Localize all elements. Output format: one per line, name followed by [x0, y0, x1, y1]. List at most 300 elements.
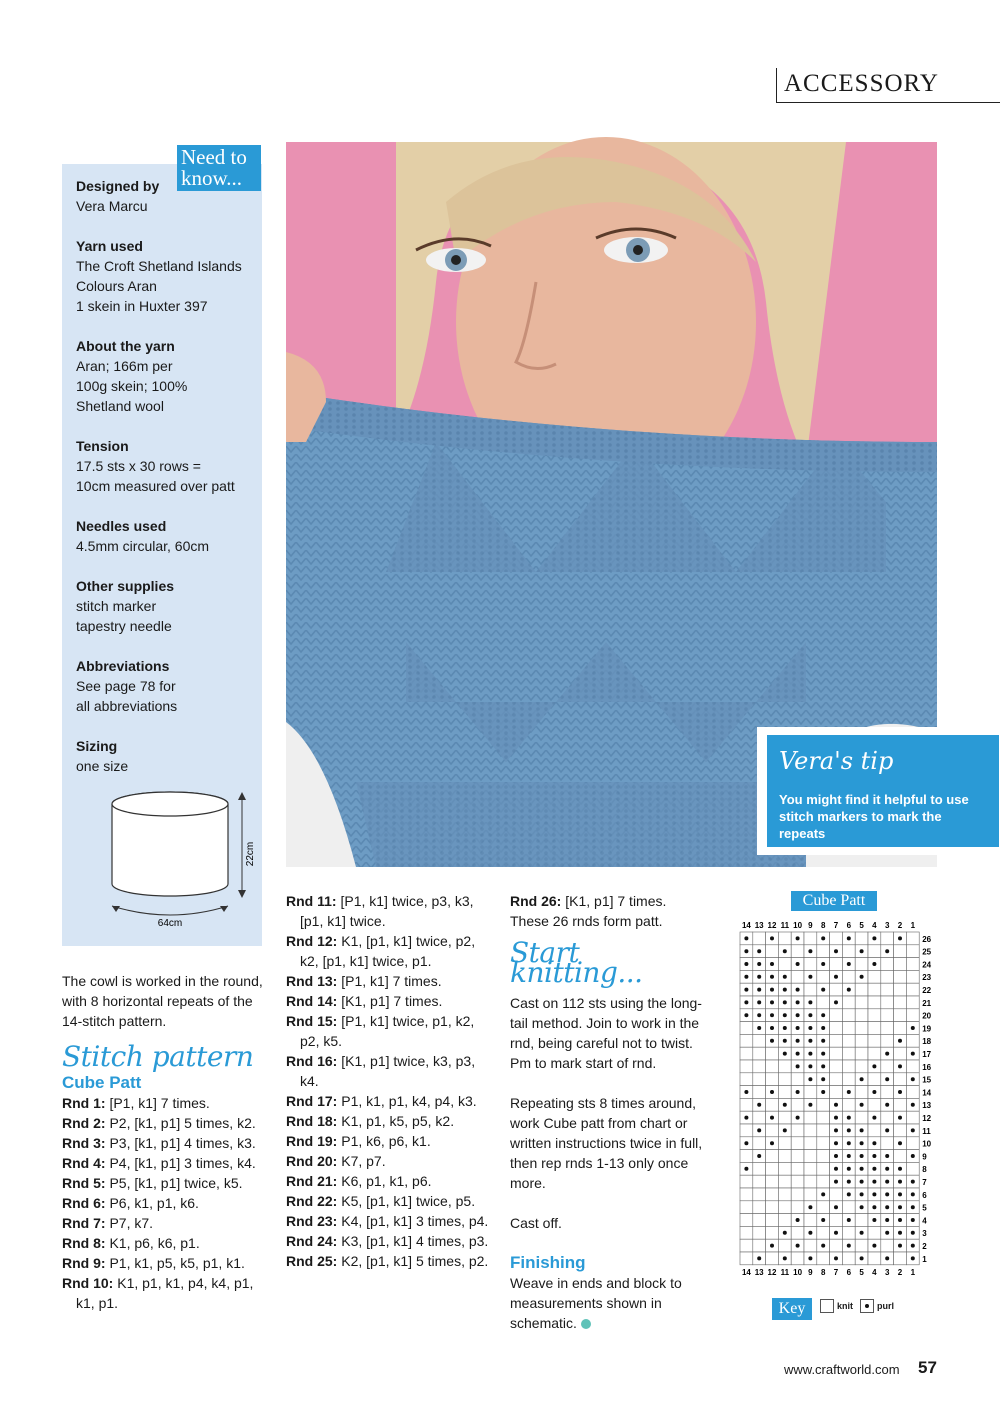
- chart-cell: [778, 958, 791, 971]
- row-label: 11: [922, 1126, 931, 1136]
- purl-dot: [860, 1077, 864, 1081]
- chart-cell: [766, 1201, 779, 1214]
- row-label: 16: [922, 1062, 932, 1072]
- purl-dot: [885, 1128, 889, 1132]
- round-instruction: [286, 971, 491, 991]
- purl-dot: [821, 1052, 825, 1056]
- chart-cell: [778, 1188, 791, 1201]
- chart-cell: [881, 1022, 894, 1035]
- cowl-schematic: [82, 784, 256, 934]
- start-para-1: Cast on 112 sts using the long-tail method. Join to work in the rnd, being careful not to twist. Pm to mark start of rnd.: [510, 995, 702, 1071]
- round-text: K3, [p1, k1] 4 times, p3.: [341, 1233, 489, 1249]
- start-para-3: Cast off.: [510, 1215, 562, 1231]
- column-label: 2: [897, 921, 903, 930]
- need-to-know-item: [76, 236, 256, 316]
- round-label: Rnd 6:: [62, 1195, 110, 1211]
- round-text: [K1, p1] 7 times.: [341, 993, 443, 1009]
- chart-cell: [766, 1124, 779, 1137]
- row-label: 8: [922, 1165, 927, 1175]
- chart-cell: [804, 1239, 817, 1252]
- chart-cell: [791, 1098, 804, 1111]
- chart-cell: [740, 1124, 753, 1137]
- intro-text: The cowl is worked in the round, with 8 horizontal repeats of the 14-stitch pattern.: [62, 973, 263, 1029]
- chart-cell: [753, 1034, 766, 1047]
- purl-dot: [796, 1116, 800, 1120]
- purl-dot: [783, 1052, 787, 1056]
- purl-dot: [783, 1231, 787, 1235]
- purl-dot: [834, 1180, 838, 1184]
- purl-dot: [744, 1116, 748, 1120]
- round-text: K1, p1, k1, p4, k4, p1, k1, p1.: [76, 1275, 254, 1311]
- chart-cell: [817, 1201, 830, 1214]
- chart-cell: [804, 958, 817, 971]
- key-purl-label: purl: [877, 1301, 894, 1311]
- chart-cell: [868, 1226, 881, 1239]
- purl-dot: [847, 988, 851, 992]
- round-label: Rnd 11:: [286, 893, 341, 909]
- height-label: 22cm: [245, 841, 256, 867]
- chart-cell: [791, 1162, 804, 1175]
- purl-dot: [898, 1180, 902, 1184]
- purl-dot: [834, 1141, 838, 1145]
- chart-cell: [740, 1022, 753, 1035]
- chart-cell: [881, 1009, 894, 1022]
- purl-dot: [898, 1205, 902, 1209]
- purl-dot: [808, 1013, 812, 1017]
- purl-dot: [911, 1218, 915, 1222]
- purl-dot: [821, 1039, 825, 1043]
- chart-cell: [881, 932, 894, 945]
- chart-cell: [753, 1060, 766, 1073]
- key-label: Key: [772, 1298, 812, 1320]
- purl-dot: [770, 1244, 774, 1248]
- purl-dot: [796, 1013, 800, 1017]
- round-instruction: [286, 1211, 491, 1231]
- chart-cell: [740, 1047, 753, 1060]
- column-label: 2: [897, 1267, 903, 1277]
- purl-dot: [770, 1090, 774, 1094]
- purl-dot: [757, 962, 761, 966]
- finishing-heading: Finishing: [510, 1253, 586, 1272]
- column-label: 7: [833, 921, 839, 930]
- purl-dot: [911, 1180, 915, 1184]
- round-text: K1, [p1, k1] twice, p2, k2, [p1, k1] twice, p1.: [300, 933, 476, 969]
- purl-dot: [872, 1064, 876, 1068]
- purl-dot: [847, 1154, 851, 1158]
- chart-cell: [753, 1073, 766, 1086]
- column-label: 12: [767, 921, 777, 930]
- purl-dot: [872, 936, 876, 940]
- chart-cell: [842, 945, 855, 958]
- chart-cell: [817, 1124, 830, 1137]
- need-to-know-item: [76, 736, 256, 776]
- chart-cell: [753, 1047, 766, 1060]
- purl-dot: [847, 1128, 851, 1132]
- purl-dot: [821, 1013, 825, 1017]
- purl-dot: [744, 936, 748, 940]
- need-to-know-tag: [177, 145, 261, 191]
- chart-cell: [766, 1175, 779, 1188]
- chart-cell: [753, 1086, 766, 1099]
- purl-dot: [847, 1192, 851, 1196]
- round-label: Rnd 5:: [62, 1175, 110, 1191]
- purl-dot: [834, 1154, 838, 1158]
- purl-dot: [821, 962, 825, 966]
- round-label: Rnd 14:: [286, 993, 342, 1009]
- chart-cell: [753, 1214, 766, 1227]
- round-instruction: [62, 1153, 272, 1173]
- need-to-know-item: [76, 656, 256, 716]
- chart-cell: [817, 1137, 830, 1150]
- item-text: one size: [76, 758, 129, 774]
- column-label: 14: [741, 921, 751, 930]
- purl-dot: [834, 1128, 838, 1132]
- purl-dot: [847, 1180, 851, 1184]
- purl-dot: [885, 1205, 889, 1209]
- chart-cell: [842, 1009, 855, 1022]
- purl-dot: [783, 949, 787, 953]
- purl-dot: [770, 962, 774, 966]
- chart-cell: [766, 1073, 779, 1086]
- purl-dot: [885, 1180, 889, 1184]
- purl-dot: [796, 962, 800, 966]
- need-to-know-list: [76, 176, 256, 796]
- chart-cell: [881, 1034, 894, 1047]
- column-label: 11: [780, 921, 790, 930]
- round-text: K2, [p1, k1] 5 times, p2.: [341, 1253, 489, 1269]
- chart-cell: [855, 996, 868, 1009]
- yarn-ball-icon: [581, 1319, 591, 1329]
- chart-cell: [804, 932, 817, 945]
- purl-dot: [860, 1154, 864, 1158]
- purl-dot: [770, 936, 774, 940]
- round-instruction: [286, 1191, 491, 1211]
- purl-dot: [860, 1256, 864, 1260]
- purl-dot: [872, 1141, 876, 1145]
- purl-dot: [898, 936, 902, 940]
- chart-cell: [804, 1188, 817, 1201]
- column-label: 5: [859, 921, 864, 930]
- chart-cell: [740, 1201, 753, 1214]
- purl-dot: [744, 962, 748, 966]
- column-label: 11: [780, 1267, 790, 1277]
- purl-dot: [860, 949, 864, 953]
- round-text: K5, [p1, k1] twice, p5.: [341, 1193, 476, 1209]
- round-text: [P1, k1] twice, p1, k2, p2, k5.: [300, 1013, 475, 1049]
- purl-dot: [834, 1167, 838, 1171]
- purl-dot: [860, 1167, 864, 1171]
- chart-cell: [804, 1150, 817, 1163]
- chart-cell: [753, 1188, 766, 1201]
- chart-cell: [868, 945, 881, 958]
- round-text: P4, [k1, p1] 3 times, k4.: [109, 1155, 256, 1171]
- purl-dot: [834, 975, 838, 979]
- chart-cell: [881, 970, 894, 983]
- purl-dot: [847, 1218, 851, 1222]
- key-knit: [820, 1299, 853, 1313]
- round-instruction: [286, 1091, 491, 1111]
- chart-cell: [791, 1252, 804, 1265]
- chart-cell: [753, 932, 766, 945]
- item-heading: About the yarn: [76, 338, 175, 354]
- chart-cell: [868, 1022, 881, 1035]
- round-text: [K1, p1] twice, k3, p3, k4.: [300, 1053, 476, 1089]
- purl-dot: [796, 1244, 800, 1248]
- round-label: Rnd 24:: [286, 1233, 342, 1249]
- purl-dot: [796, 1039, 800, 1043]
- round-instruction: [286, 1151, 491, 1171]
- column-label: 9: [808, 1267, 813, 1277]
- chart-cell: [804, 1214, 817, 1227]
- chart-cell: [791, 1188, 804, 1201]
- purl-dot: [872, 1167, 876, 1171]
- row-label: 2: [922, 1242, 927, 1251]
- row-label: 7: [922, 1178, 927, 1187]
- column-label: 12: [767, 1267, 777, 1277]
- round-label: Rnd 21:: [286, 1173, 342, 1189]
- need-to-know-tag-text: Need to know...: [181, 145, 247, 190]
- width-label: 64cm: [157, 918, 183, 929]
- cube-patt-subheading: Cube Patt: [62, 1073, 142, 1092]
- need-to-know-item: [76, 576, 256, 636]
- item-text: 4.5mm circular, 60cm: [76, 538, 210, 554]
- round-label: Rnd 22:: [286, 1193, 342, 1209]
- start-para-2: Repeating sts 8 times around, work Cube patt from chart or written instructions twice in full, then rep rnds 1-13 only once more.: [510, 1095, 703, 1191]
- purl-dot: [744, 1141, 748, 1145]
- row-label: 3: [922, 1229, 927, 1239]
- round-instruction: [510, 891, 715, 911]
- row-label: 25: [922, 947, 932, 957]
- purl-dot: [821, 1192, 825, 1196]
- purl-dot: [783, 988, 787, 992]
- cube-patt-chart: [738, 918, 938, 1286]
- round-text: K4, [p1, k1] 3 times, p4.: [341, 1213, 489, 1229]
- chart-cell: [830, 1214, 843, 1227]
- round-instruction: [62, 1273, 272, 1313]
- chart-cell: [817, 1175, 830, 1188]
- chart-cell: [817, 1150, 830, 1163]
- purl-dot: [911, 1052, 915, 1056]
- chart-cell: [753, 1239, 766, 1252]
- chart-cell: [855, 1047, 868, 1060]
- chart-cell: [881, 983, 894, 996]
- purl-dot: [834, 1256, 838, 1260]
- chart-cell: [791, 945, 804, 958]
- chart-cell: [906, 1034, 919, 1047]
- purl-dot: [860, 1205, 864, 1209]
- round-label: Rnd 26:: [510, 893, 566, 909]
- round-instruction: [286, 931, 491, 971]
- round-instruction: [62, 1093, 272, 1113]
- round-label: Rnd 23:: [286, 1213, 342, 1229]
- chart-cell: [830, 1073, 843, 1086]
- purl-dot: [796, 936, 800, 940]
- patt-closing: These 26 rnds form patt.: [510, 913, 663, 929]
- purl-dot: [872, 1218, 876, 1222]
- chart-cell: [817, 1162, 830, 1175]
- purl-dot: [898, 1231, 902, 1235]
- round-label: Rnd 20:: [286, 1153, 342, 1169]
- purl-dot: [860, 1141, 864, 1145]
- purl-dot: [796, 1000, 800, 1004]
- chart-cell: [766, 1047, 779, 1060]
- purl-dot: [808, 1052, 812, 1056]
- chart-cell: [906, 945, 919, 958]
- purl-dot: [898, 1218, 902, 1222]
- chart-cell: [868, 1009, 881, 1022]
- round-instruction: [286, 1131, 491, 1151]
- chart-cell: [906, 983, 919, 996]
- chart-cell: [753, 1137, 766, 1150]
- round-text: P5, [k1, p1] twice, k5.: [109, 1175, 243, 1191]
- purl-dot: [911, 1244, 915, 1248]
- item-heading: Other supplies: [76, 578, 175, 594]
- purl-dot: [911, 1231, 915, 1235]
- purl-dot: [885, 1218, 889, 1222]
- row-label: 19: [922, 1024, 932, 1034]
- round-instruction: [286, 1111, 491, 1131]
- round-instruction: [62, 1253, 272, 1273]
- chart-cell: [894, 1073, 907, 1086]
- purl-dot: [898, 1192, 902, 1196]
- chart-cell: [894, 983, 907, 996]
- footer-url: www.craftworld.com: [784, 1362, 900, 1377]
- item-heading: Designed by: [76, 178, 160, 194]
- chart-cell: [868, 1252, 881, 1265]
- key-purl: [860, 1299, 894, 1313]
- chart-cell: [881, 958, 894, 971]
- column-label: 10: [793, 921, 803, 930]
- row-label: 20: [922, 1011, 932, 1021]
- purl-dot: [898, 1039, 902, 1043]
- chart-cell: [906, 958, 919, 971]
- item-heading: Abbreviations: [76, 658, 170, 674]
- round-label: Rnd 2:: [62, 1115, 110, 1131]
- chart-cell: [740, 1214, 753, 1227]
- chart-cell: [817, 996, 830, 1009]
- chart-cell: [906, 1111, 919, 1124]
- chart-cell: [894, 1009, 907, 1022]
- chart-cell: [817, 970, 830, 983]
- row-label: 15: [922, 1075, 932, 1085]
- need-to-know-panel: [62, 164, 262, 946]
- chart-cell: [804, 983, 817, 996]
- purl-dot: [770, 975, 774, 979]
- purl-dot: [885, 1231, 889, 1235]
- purl-dot: [898, 1090, 902, 1094]
- tip-box: [757, 727, 999, 855]
- column-label: 5: [859, 1267, 864, 1277]
- round-instruction: [286, 891, 491, 931]
- purl-dot: [860, 975, 864, 979]
- knit-swatch: [820, 1299, 834, 1313]
- row-label: 1: [922, 1254, 927, 1264]
- chart-cell: [791, 1137, 804, 1150]
- chart-cell: [740, 1098, 753, 1111]
- purl-dot: [757, 1154, 761, 1158]
- purl-dot: [821, 936, 825, 940]
- purl-dot: [770, 1026, 774, 1030]
- chart-cell: [855, 932, 868, 945]
- round-text: [P1, k1] 7 times.: [109, 1095, 210, 1111]
- chart-cell: [778, 932, 791, 945]
- chart-cell: [791, 1201, 804, 1214]
- row-label: 14: [922, 1088, 932, 1098]
- round-instruction: [286, 1011, 491, 1051]
- purl-dot: [860, 1231, 864, 1235]
- chart-cell: [766, 1162, 779, 1175]
- purl-dot: [872, 1090, 876, 1094]
- chart-cell: [778, 1111, 791, 1124]
- purl-dot: [872, 1116, 876, 1120]
- column-label: 14: [741, 1267, 751, 1277]
- purl-dot: [821, 1026, 825, 1030]
- chart-cell: [778, 1086, 791, 1099]
- row-label: 4: [922, 1216, 927, 1226]
- finishing-text-body: Weave in ends and block to measurements shown in schematic.: [510, 1275, 682, 1331]
- row-label: 23: [922, 973, 932, 983]
- chart-cell: [830, 983, 843, 996]
- purl-dot: [796, 1090, 800, 1094]
- round-text: [P1, k1] 7 times.: [341, 973, 442, 989]
- chart-cell: [791, 1175, 804, 1188]
- need-to-know-item: [76, 436, 256, 496]
- purl-dot: [847, 962, 851, 966]
- round-instruction: [286, 1251, 491, 1271]
- chart-cell: [894, 1252, 907, 1265]
- purl-dot: [808, 1077, 812, 1081]
- purl-dot: [872, 1205, 876, 1209]
- chart-cell: [894, 1124, 907, 1137]
- purl-dot: [872, 962, 876, 966]
- chart-cell: [766, 1214, 779, 1227]
- column-label: 8: [820, 921, 826, 930]
- chart-cell: [817, 945, 830, 958]
- chart-cell: [753, 1175, 766, 1188]
- key-knit-label: knit: [837, 1301, 854, 1311]
- round-instruction: [62, 1133, 272, 1153]
- column-label: 13: [754, 1267, 764, 1277]
- chart-cell: [830, 958, 843, 971]
- chart-cell: [791, 970, 804, 983]
- purl-dot: [885, 1192, 889, 1196]
- chart-cell: [868, 1034, 881, 1047]
- column-label: 6: [846, 1267, 852, 1277]
- chart-cell: [894, 996, 907, 1009]
- purl-dot: [757, 988, 761, 992]
- purl-dot: [821, 1077, 825, 1081]
- chart-cell: [766, 1226, 779, 1239]
- need-to-know-item: [76, 336, 256, 416]
- need-to-know-item: [76, 516, 256, 556]
- purl-dot: [847, 1167, 851, 1171]
- chart-cell: [906, 1009, 919, 1022]
- item-text: See page 78 for all abbreviations: [76, 678, 178, 714]
- purl-dot: [860, 1192, 864, 1196]
- purl-dot: [744, 988, 748, 992]
- round-instruction: [286, 1051, 491, 1091]
- round-instruction: [286, 991, 491, 1011]
- purl-dot: [898, 1116, 902, 1120]
- purl-dot: [885, 949, 889, 953]
- chart-cell: [868, 970, 881, 983]
- chart-cell: [842, 996, 855, 1009]
- chart-cell: [804, 1137, 817, 1150]
- chart-cell: [753, 1162, 766, 1175]
- chart-cell: [817, 1111, 830, 1124]
- rounds-list-b: [286, 891, 491, 1271]
- tip-body: You might find it helpful to use stitch markers to mark the repeats: [779, 792, 969, 841]
